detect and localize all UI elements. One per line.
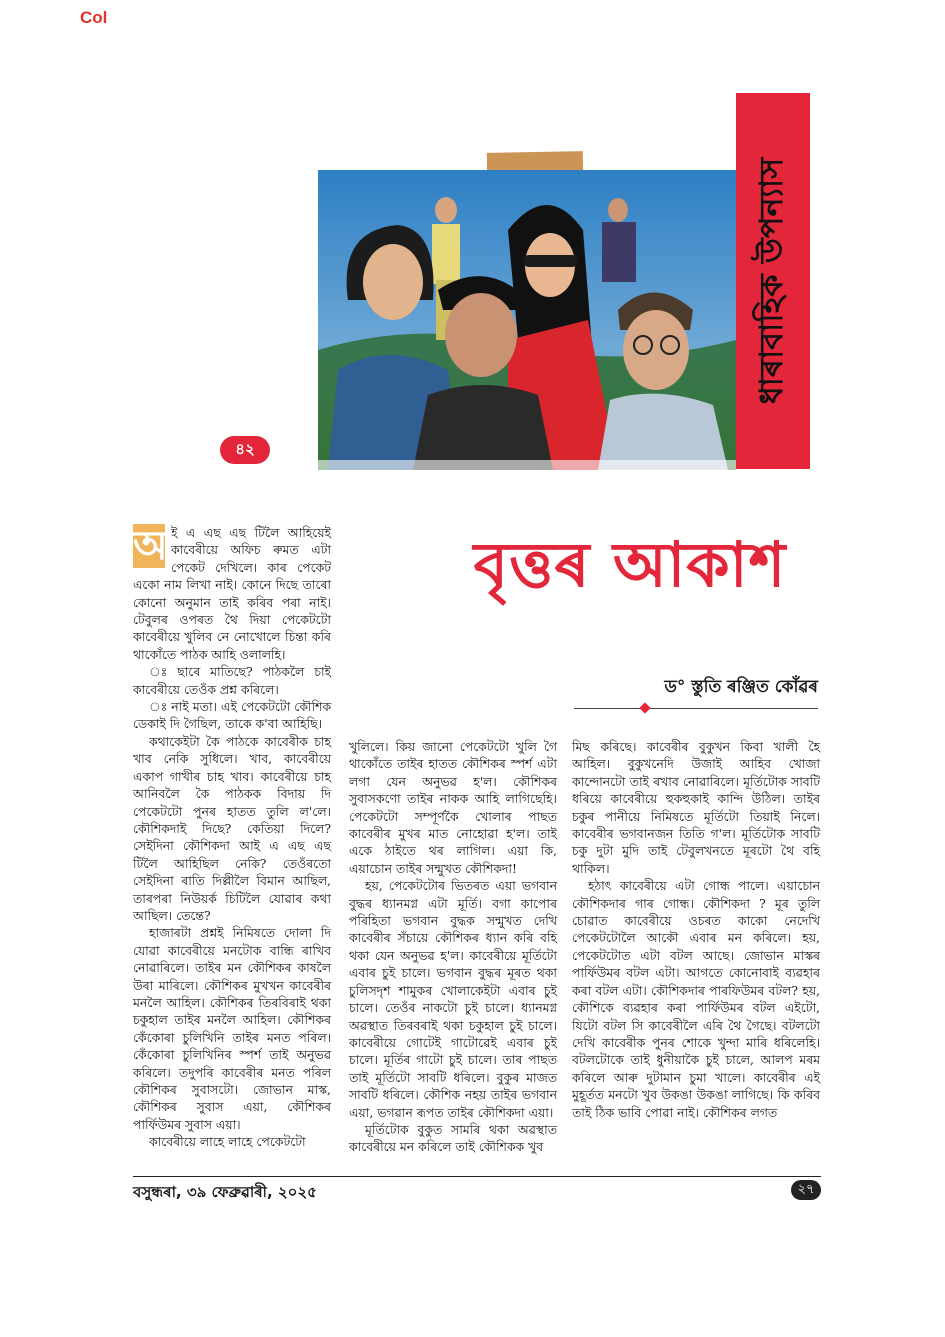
author-rule [574, 708, 818, 709]
text-column-2 [349, 738, 557, 1156]
paragraph: হাজাৰটা প্ৰশ্নই নিমিষতে দোলা দি যোৱা কাবেৰীয়ে মনটোক বান্ধি ৰাখিব নোৱাৰিলে। তাইৰ মন কৌশিকৰ কাষলৈ উৰা মাৰিলে। কৌশিকৰ মুখখন কাবেৰীৰ মনলৈ আহিল। কৌশিকৰ তিৰবিৰাই থকা চকুহাল তাইৰ মনলৈ আহিল। কৌশিকৰ কেঁকোৰা চুলিখিনি তাইৰ মনত পৰিল। কেঁকোৰা চুলিখিনিৰ স্পৰ্শ তাই অনুভৱ কৰিলে। তদুপৰি কাবেৰীৰ মনত পৰিল কৌশিকৰ সুবাসটো। জোভান মাস্ক, কৌশিকৰ সুবাস এয়া, কৌশিকৰ পাৰ্ফিউমৰ সুবাস এয়া। [133, 925, 331, 1132]
text-column-3 [572, 738, 820, 1121]
series-banner [736, 93, 810, 469]
text-column-1 [133, 524, 331, 1151]
author-byline: ড° স্তুতি ৰঞ্জিত কোঁৱৰ [664, 677, 818, 697]
paragraph: খুলিলে। কিয় জানো পেকেটটো খুলি গৈ থাকোঁতে তাইৰ হাতত কৌশিকৰ স্পৰ্শ এটা লগা যেন অনুভৱ হ'ল। কৌশিকৰ সুবাসকণো তাইৰ নাকক আহি লাগিছেহি। পেকেটটো সম্পূৰ্ণকৈ খোলাৰ পাছত কাবেৰীৰ মুখৰ মাত নোহোৱা হ'ল। তাই একে ঠাইতে থৰ লাগিল। এয়া কি, এয়াচোন তাইৰ সন্মুখত কৌশিকদা! [349, 739, 557, 876]
series-label: ধাৰাবাহিক উপন্যাস [752, 157, 790, 405]
episode-badge: ৪২ [220, 436, 270, 464]
paragraph: মিছ কৰিছে। কাবেৰীৰ বুকুখন কিবা খালী হৈ আহিল। বুকুখনেদি উজাই আহিব খোজা কান্দোনটো তাই ৰখাব নোৱাৰিলে। মূৰ্তিটোক সাবটি ধৰিয়ে কাবেৰীয়ে হুকহুকাই কান্দি উঠিল। তাইৰ চকুৰ পানীয়ে নিমিষতে মূৰ্তিটো তিয়াই নিলে। কাবেৰীৰ ভগবানজন তিতি গ'ল। মূৰ্তিটোক সাবটি চকু দুটা মুদি তাই টেবুলখনতে মূৰটো থৈ বহি থাকিল। [572, 739, 820, 876]
story-title: বৃত্তৰ আকাশ [473, 528, 787, 601]
story-illustration [318, 170, 736, 470]
page-number: ২৭ [791, 1180, 821, 1200]
paragraph: ঃ ছাৰে মাতিছে? পাঠকলৈ চাই কাবেৰীয়ে তেওঁক প্ৰশ্ন কৰিলে। [133, 664, 331, 697]
magazine-issue: বসুন্ধৰা, ৩৯ ফেব্ৰুৱাৰী, ২০২৫ [133, 1183, 317, 1201]
paragraph: কাবেৰীয়ে লাহে লাহে পেকেটটো [149, 1134, 306, 1150]
paragraph: কথাকেইটা কৈ পাঠকে কাবেৰীক চাহ খাব নেকি সুধিলে। খাব, কাবেৰীয়ে একাপ গাখীৰ চাহ খাব। কাবেৰীয়ে চাহ আনিবলৈ কৈ পাঠকক বিদায় দি পেকেটটো পুনৰ হাতত তুলি ল'লে। কৌশিকদাই দিছে? কেতিয়া দিলে? সেইদিনা কৌশিকদা আই এ এছ এছ টিলৈ আহিছিল নেকি? তেওঁৰতো সেইদিনা ৰাতি দিল্লীলৈ বিমান আছিল, তাৰপৰা নিউয়ৰ্ক চিটিলৈ যোৱাৰ কথা আছিল। তেন্তে? [133, 733, 331, 923]
corner-tag: Col [80, 8, 108, 27]
paragraph: হয়, পেকেটটোৰ ভিতৰত এয়া ভগবান বুদ্ধৰ ধ্যানমগ্ন এটা মূৰ্তি। বগা কাপোৰ পৰিহিতা ভগবান বুদ্ধক সন্মুখত দেখি কাবেৰীৰ সঁচায়ে কৌশিকৰ ধ্যান কৰি বহি থকা যেন অনুভৱ হ'ল। কাবেৰীয়ে মূৰ্তিটো এবাৰ চুই চালে। ভগবান বুদ্ধৰ মূৰত থকা চুলিসদৃশ শামুকৰ খোলাকেইটা এবাৰ চুই চালে। তেওঁৰ নাকটো চুই চালে। ধ্যানমগ্ন অৱস্থাত তিৰবৰাই থকা চকুহাল চুই চালে। কাবেৰীয়ে গোটেই গাটোৱেই এবাৰ চুই চালে। মূৰ্তিৰ গাটো চুই চালে। তাৰ পাছত তাই মূৰ্তিটো সাবটি ধৰিলে। বুকুৰ মাজত সাবটি ধৰিলে। কৌশিক নহয় তাইৰ ভগবান এয়া, ভগৱান ৰূপত তাইৰ কৌশিকদা এয়া। [349, 878, 557, 1120]
paragraph: ঃ নাই মতা। এই পেকেটটো কৌশিক ডেকাই দি গৈছিল, তাকে ক'বা আহিছি। [133, 699, 331, 732]
paragraph: হঠাৎ কাবেৰীয়ে এটা গোন্ধ পালে। এয়াচোন কৌশিকদাৰ গাৰ গোন্ধ। কৌশিকদা ? মূৰ তুলি চোৱাত কাবেৰীয়ে ওচৰত কাকো নেদেখি পেকেটটোলৈ আকৌ এবাৰ মন কৰিলে। হয়, পেকেটটোত এটা বটল আছে। জোভান মাস্কৰ পাৰ্ফিউমৰ বটল এটা। আগতে কোনোবাই ব্যৱহাৰ কৰা বটল এটা। কৌশিকদাৰ পাৰফিউমৰ বটল? হয়, কৌশিকে ব্যৱহাৰ কৰা পাৰ্ফিউমৰ বটল এইটো, যিটো বটল সি কাবেৰীলৈ এৰি থৈ গৈছে। বটলটো দেখি কাবেৰীক পুনৰ শোকে খুন্দা মাৰি ধৰিলেহি। বটলটোকে তাই ধুনীয়াকৈ চুই চালে, আলপ মৰম কৰিলে আৰু দুটামান চুমা খালে। কাবেৰীৰ এই মুহূৰ্তত মনটো খুব উকঙা উকঙা লাগিছে। কি কৰিব তাই ঠিক ভাবি পোৱা নাই। কৌশিকৰ লগত [572, 878, 820, 1120]
paragraph: মূৰ্তিটোক বুকুত সামৰি থকা অৱস্থাত কাবেৰীয়ে মন কৰিলে তাই কৌশিকক খুব [349, 1121, 557, 1155]
diamond-ornament [639, 702, 650, 713]
drop-cap: আ [133, 523, 180, 569]
page-footer [133, 1176, 821, 1201]
paragraph: আ ই এ এছ এছ টিলৈ আহিয়েই কাবেৰীয়ে অফিচ ৰুমত এটা পেকেট দেখিলে। কাৰ পেকেট একো নাম লিখা নাই। কোনে দিছে তাৰো কোনো অনুমান তাই কৰিব পৰা নাই। টেবুলৰ ওপৰত থৈ দিয়া পেকেটটো কাবেৰীয়ে খুলিব নে নোখোলে চিন্তা কৰি থাকোঁতে পাঠক আহি ওলালহি। [133, 523, 331, 662]
